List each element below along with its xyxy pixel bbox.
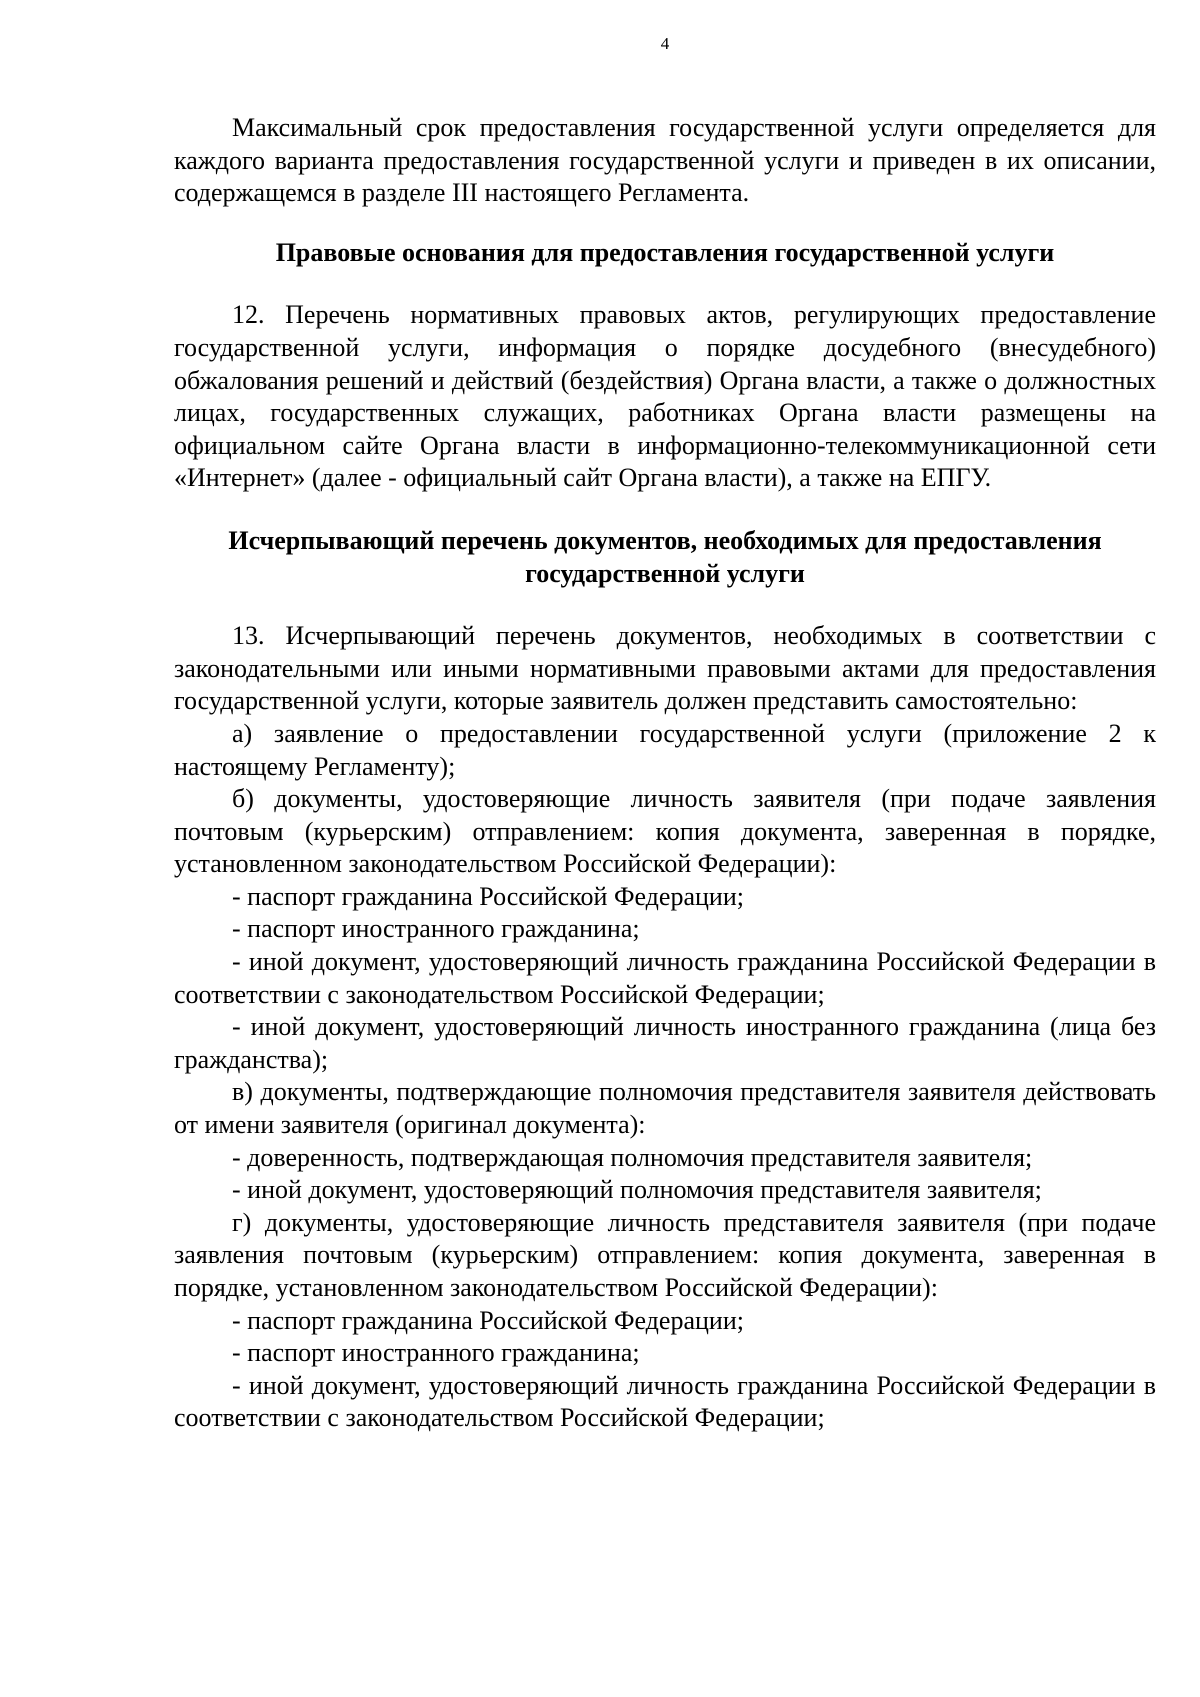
- list-item-v-dash-1: - доверенность, подтверждающая полномочия представителя заявителя;: [232, 1142, 1033, 1172]
- paragraph-max-term: Максимальный срок предоставления государственной услуги определяется для каждого варианта предоставления государственной услуги и приведен в их описании, содержащемся в разделе III настоящего Регламента.: [174, 113, 1156, 208]
- list-item-b-dash-4: - иной документ, удостоверяющий личность иностранного гражданина (лица без гражданства);: [174, 1012, 1156, 1074]
- list-item-g-dash-3: - иной документ, удостоверяющий личность гражданина Российской Федерации в соответствии с законодательством Российской Федерации;: [174, 1370, 1156, 1433]
- list-item-v: в) документы, подтверждающие полномочия представителя заявителя действовать от имени заявителя (оригинал документа):: [174, 1077, 1156, 1140]
- paragraph-12: 12. Перечень нормативных правовых актов, регулирующих предоставление государственной услуги, информация о порядке досудебного (внесудебного) обжалования решений и действий (бездействия) Органа власти, а также о должностных лицах, государственных служащих, работниках Органа власти размещены на официальном сайте Органа власти в информационно-телекоммуникационной сети «Интернет» (далее - официальный сайт Органа власти), а также на ЕПГУ.: [174, 300, 1156, 493]
- section-heading-documents: Исчерпывающий перечень документов, необходимых для предоставления государственной услуги: [228, 525, 1102, 588]
- list-item-g: г) документы, удостоверяющие личность представителя заявителя (при подаче заявления почтовым (курьерским) отправлением: копия документа, заверенная в порядке, установленном законодательством Российской Федерации):: [174, 1207, 1156, 1302]
- list-item-b: б) документы, удостоверяющие личность заявителя (при подаче заявления почтовым (курьерским) отправлением: копия документа, заверенная в порядке, установленном законодательством Российской Федерации):: [174, 784, 1156, 879]
- list-item-b-dash-2: - паспорт иностранного гражданина;: [232, 914, 640, 944]
- paragraph-13: 13. Исчерпывающий перечень документов, необходимых в соответствии с законодательными или иными нормативными правовыми актами для предоставления государственной услуги, которые заявитель должен представить самостоятельно:: [174, 621, 1156, 716]
- list-item-g-dash-2: - паспорт иностранного гражданина;: [232, 1338, 640, 1368]
- list-item-a: а) заявление о предоставлении государственной услуги (приложение 2 к настоящему Регламенту);: [174, 718, 1156, 781]
- page-number: 4: [660, 34, 670, 53]
- list-item-v-dash-2: - иной документ, удостоверяющий полномочия представителя заявителя;: [232, 1175, 1042, 1205]
- document-body: [174, 112, 1156, 1435]
- section-heading-legal-basis: Правовые основания для предоставления государственной услуги: [275, 237, 1055, 267]
- list-item-g-dash-1: - паспорт гражданина Российской Федерации;: [232, 1305, 744, 1335]
- list-item-b-dash-1: - паспорт гражданина Российской Федерации;: [232, 881, 744, 911]
- list-item-b-dash-3: - иной документ, удостоверяющий личность гражданина Российской Федерации в соответствии с законодательством Российской Федерации;: [174, 947, 1156, 1009]
